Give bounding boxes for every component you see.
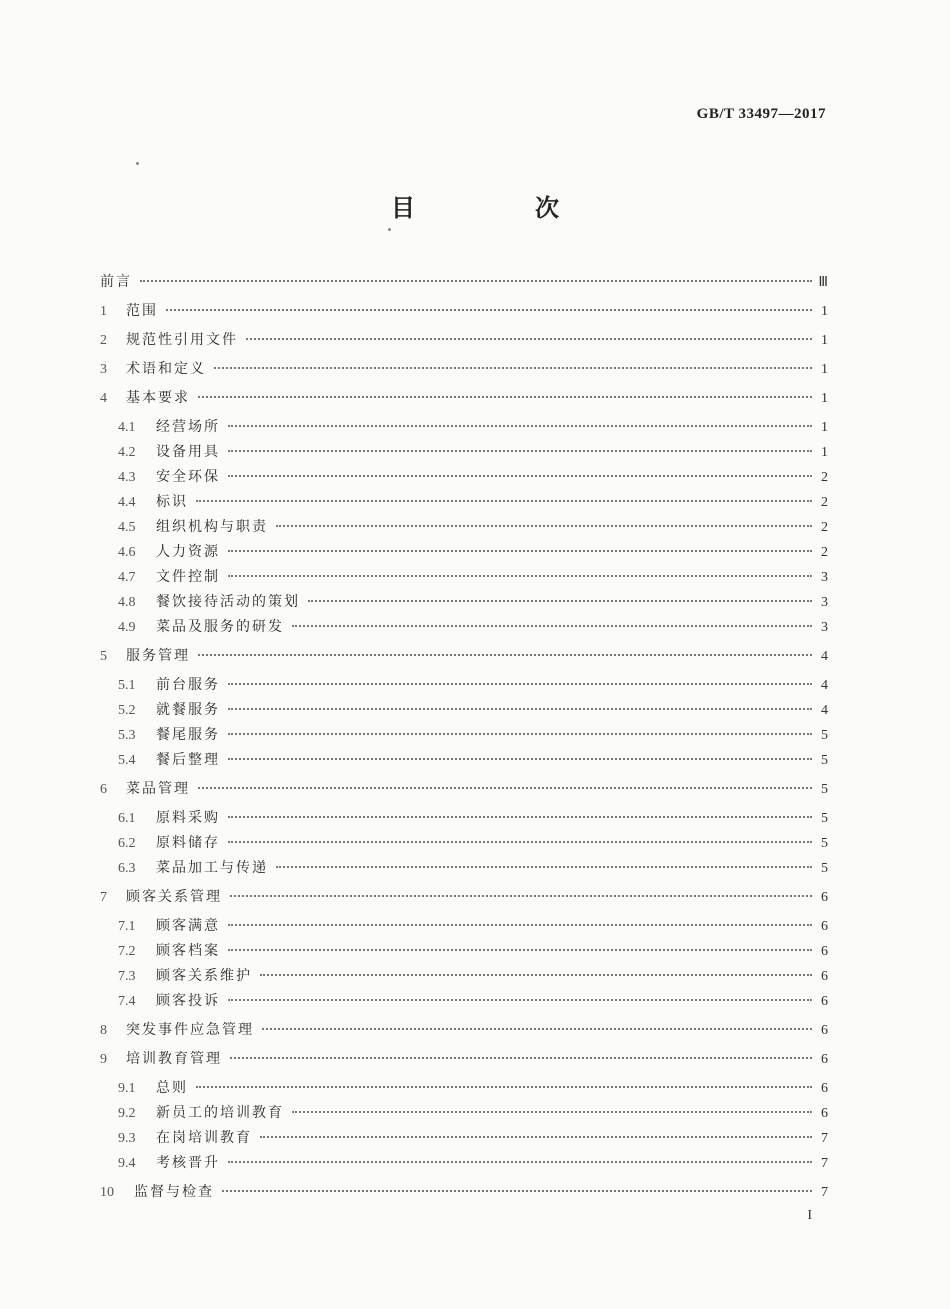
toc-entry-number: 5.2 [118, 703, 136, 718]
toc-entry-label: 顾客满意 [156, 918, 220, 934]
dot-leader [228, 425, 812, 427]
toc-entry[interactable] [100, 779, 828, 799]
toc-entry-page: 6 [821, 944, 828, 959]
toc-entry-label: 突发事件应急管理 [126, 1022, 254, 1038]
toc-entry-page: 1 [821, 420, 828, 435]
dot-leader [228, 1161, 812, 1163]
toc-entry-label: 餐尾服务 [156, 727, 220, 743]
toc-entry-number: 3 [100, 362, 107, 377]
toc-entry[interactable] [118, 916, 828, 936]
toc-entry-number: 4.4 [118, 495, 136, 510]
toc-entry-page: 4 [821, 649, 828, 664]
dot-leader [228, 550, 812, 552]
toc-entry[interactable] [118, 592, 828, 612]
toc-entry[interactable] [118, 941, 828, 961]
dot-leader [228, 758, 812, 760]
toc-entry[interactable] [118, 442, 828, 462]
toc-entry-number: 9 [100, 1052, 107, 1067]
dot-leader [228, 841, 812, 843]
toc-entry-number: 8 [100, 1023, 107, 1038]
toc-entry-number: 4.2 [118, 445, 136, 460]
toc-entry-page: 2 [821, 545, 828, 560]
toc-entry-number: 5 [100, 649, 107, 664]
toc-entry[interactable] [118, 517, 828, 537]
toc-entry-page: 4 [821, 703, 828, 718]
toc-entry-label: 文件控制 [156, 569, 220, 585]
toc-entry-page: 5 [821, 811, 828, 826]
toc-entry-page: 7 [821, 1131, 828, 1146]
dot-leader [228, 999, 812, 1001]
dot-leader [228, 575, 812, 577]
toc-entry-page: 6 [821, 1023, 828, 1038]
toc-entry-label: 原料采购 [156, 810, 220, 826]
toc-entry-page: 6 [821, 1081, 828, 1096]
toc-entry[interactable] [118, 417, 828, 437]
toc-entry[interactable] [118, 567, 828, 587]
toc-entry-number: 9.3 [118, 1131, 136, 1146]
dot-leader [228, 924, 812, 926]
toc-entry-label: 组织机构与职责 [156, 519, 268, 535]
toc-entry-number: 1 [100, 304, 107, 319]
toc-entry[interactable] [118, 700, 828, 720]
toc-entry-number: 7.2 [118, 944, 136, 959]
toc-entry[interactable] [118, 492, 828, 512]
toc-entry-page: 6 [821, 919, 828, 934]
dot-leader [222, 1190, 812, 1192]
toc-entry-label: 前台服务 [156, 677, 220, 693]
toc-entry-label: 基本要求 [126, 390, 190, 406]
dot-leader [230, 1057, 812, 1059]
toc-entry[interactable] [118, 542, 828, 562]
toc-entry-number: 4.5 [118, 520, 136, 535]
toc-entry[interactable] [100, 330, 828, 350]
toc-entry-number: 4.7 [118, 570, 136, 585]
toc-entry-page: 5 [821, 753, 828, 768]
toc-entry[interactable] [118, 750, 828, 770]
toc-entry-label: 标识 [156, 494, 188, 510]
toc-entry-label: 菜品加工与传递 [156, 860, 268, 876]
toc-entry[interactable] [118, 858, 828, 878]
toc-entry-label: 顾客档案 [156, 943, 220, 959]
toc-entry-number: 5.3 [118, 728, 136, 743]
toc-entry-page: 5 [821, 836, 828, 851]
dot-leader [228, 949, 812, 951]
toc-entry-page: 3 [821, 570, 828, 585]
toc-entry-page: 1 [821, 362, 828, 377]
footer-page-number: I [807, 1208, 812, 1223]
toc-entry-label: 经营场所 [156, 419, 220, 435]
toc-entry-label: 顾客关系维护 [156, 968, 252, 984]
toc-entry-label: 就餐服务 [156, 702, 220, 718]
dot-leader [276, 525, 812, 527]
dot-leader [198, 396, 812, 398]
toc-entry[interactable] [100, 388, 828, 408]
toc-entry[interactable] [118, 991, 828, 1011]
toc-entry-number: 5.4 [118, 753, 136, 768]
toc-entry-page: 1 [821, 445, 828, 460]
toc-entry[interactable] [100, 301, 828, 321]
toc-entry-number: 9.1 [118, 1081, 136, 1096]
toc-entry-label: 术语和定义 [126, 361, 206, 377]
dot-leader [198, 654, 812, 656]
dot-leader [292, 625, 812, 627]
toc-entry-number: 4.3 [118, 470, 136, 485]
toc-entry-label: 菜品管理 [126, 781, 190, 797]
toc-entry[interactable] [100, 272, 828, 292]
toc-entry-page: 7 [821, 1185, 828, 1200]
toc-entry-number: 4.8 [118, 595, 136, 610]
scan-speck [136, 162, 139, 165]
toc-entry[interactable] [100, 646, 828, 666]
toc-entry[interactable] [118, 467, 828, 487]
toc-entry-label: 餐后整理 [156, 752, 220, 768]
toc-entry-page: 2 [821, 495, 828, 510]
toc-entry-number: 7.1 [118, 919, 136, 934]
dot-leader [228, 733, 812, 735]
toc-entry[interactable] [118, 808, 828, 828]
toc-entry-page: 3 [821, 595, 828, 610]
toc-entry[interactable] [118, 1103, 828, 1123]
toc-entry-number: 2 [100, 333, 107, 348]
toc-entry-label: 规范性引用文件 [126, 332, 238, 348]
toc-entry-label: 范围 [126, 303, 158, 319]
toc-entry[interactable] [100, 359, 828, 379]
toc-entry[interactable] [100, 1182, 828, 1202]
toc-entry-number: 6 [100, 782, 107, 797]
toc-entry-label: 顾客投诉 [156, 993, 220, 1009]
toc-entry[interactable] [100, 1020, 828, 1040]
toc-entry-label: 服务管理 [126, 648, 190, 664]
dot-leader [276, 866, 812, 868]
dot-leader [228, 475, 812, 477]
toc-entry-page: 6 [821, 969, 828, 984]
toc-entry-page: 4 [821, 678, 828, 693]
dot-leader [260, 1136, 812, 1138]
toc-entry-label: 顾客关系管理 [126, 889, 222, 905]
toc-entry-label: 新员工的培训教育 [156, 1105, 284, 1121]
toc-entry-page: 5 [821, 728, 828, 743]
dot-leader [198, 787, 812, 789]
toc-entry[interactable] [118, 1078, 828, 1098]
toc-entry[interactable] [118, 675, 828, 695]
toc-entry[interactable] [118, 833, 828, 853]
toc-entry-page: 3 [821, 620, 828, 635]
toc-entry-number: 5.1 [118, 678, 136, 693]
toc-entry-label: 考核晋升 [156, 1155, 220, 1171]
dot-leader [260, 974, 812, 976]
dot-leader [228, 683, 812, 685]
toc-entry-page: 5 [821, 782, 828, 797]
toc-entry-page: 2 [821, 520, 828, 535]
toc-entry-page: 6 [821, 994, 828, 1009]
document-code: GB/T 33497—2017 [696, 106, 826, 122]
dot-leader [246, 338, 812, 340]
toc-entry-number: 9.4 [118, 1156, 136, 1171]
dot-leader [292, 1111, 812, 1113]
toc-entry-number: 4 [100, 391, 107, 406]
toc-entry-number: 6.2 [118, 836, 136, 851]
dot-leader [308, 600, 812, 602]
dot-leader [230, 895, 812, 897]
toc-entry-label: 在岗培训教育 [156, 1130, 252, 1146]
toc-entry-page: 6 [821, 1106, 828, 1121]
scan-speck [388, 228, 391, 231]
toc-entry[interactable] [118, 1128, 828, 1148]
dot-leader [140, 280, 812, 282]
toc-entry-number: 7 [100, 890, 107, 905]
toc-entry-page: 7 [821, 1156, 828, 1171]
toc-entry-label: 原料储存 [156, 835, 220, 851]
dot-leader [214, 367, 812, 369]
toc-entry-number: 6.3 [118, 861, 136, 876]
toc-entry-number: 6.1 [118, 811, 136, 826]
toc-entry-page: 2 [821, 470, 828, 485]
toc-entry[interactable] [118, 725, 828, 745]
dot-leader [228, 450, 812, 452]
toc-entry-page: Ⅲ [818, 275, 828, 290]
toc-entry-number: 4.9 [118, 620, 136, 635]
toc-entry-number: 9.2 [118, 1106, 136, 1121]
dot-leader [196, 1086, 812, 1088]
toc-entry[interactable] [118, 1153, 828, 1173]
toc-entry-page: 1 [821, 391, 828, 406]
toc-entry[interactable] [118, 617, 828, 637]
toc-entry-number: 4.6 [118, 545, 136, 560]
toc-entry-number: 10 [100, 1185, 114, 1200]
toc-entry[interactable] [100, 1049, 828, 1069]
toc-entry-label: 菜品及服务的研发 [156, 619, 284, 635]
toc-entry-label: 餐饮接待活动的策划 [156, 594, 300, 610]
toc-entry-number: 7.4 [118, 994, 136, 1009]
toc-entry-label: 培训教育管理 [126, 1051, 222, 1067]
dot-leader [228, 708, 812, 710]
toc-entry-page: 6 [821, 1052, 828, 1067]
dot-leader [228, 816, 812, 818]
toc-entry[interactable] [100, 887, 828, 907]
toc-entry-page: 1 [821, 304, 828, 319]
dot-leader [166, 309, 812, 311]
toc-entry-number: 4.1 [118, 420, 136, 435]
dot-leader [196, 500, 812, 502]
page-title: 目 次 [391, 193, 607, 222]
toc-entry-page: 5 [821, 861, 828, 876]
toc-entry-label: 人力资源 [156, 544, 220, 560]
toc-entry-label: 前言 [100, 274, 132, 290]
toc-entry-label: 安全环保 [156, 469, 220, 485]
toc-entry-page: 1 [821, 333, 828, 348]
dot-leader [262, 1028, 812, 1030]
toc-entry-label: 监督与检查 [134, 1184, 214, 1200]
toc-entry-number: 7.3 [118, 969, 136, 984]
toc-entry-label: 设备用具 [156, 444, 220, 460]
toc-entry-label: 总则 [156, 1080, 188, 1096]
toc-entry-page: 6 [821, 890, 828, 905]
toc-entry[interactable] [118, 966, 828, 986]
